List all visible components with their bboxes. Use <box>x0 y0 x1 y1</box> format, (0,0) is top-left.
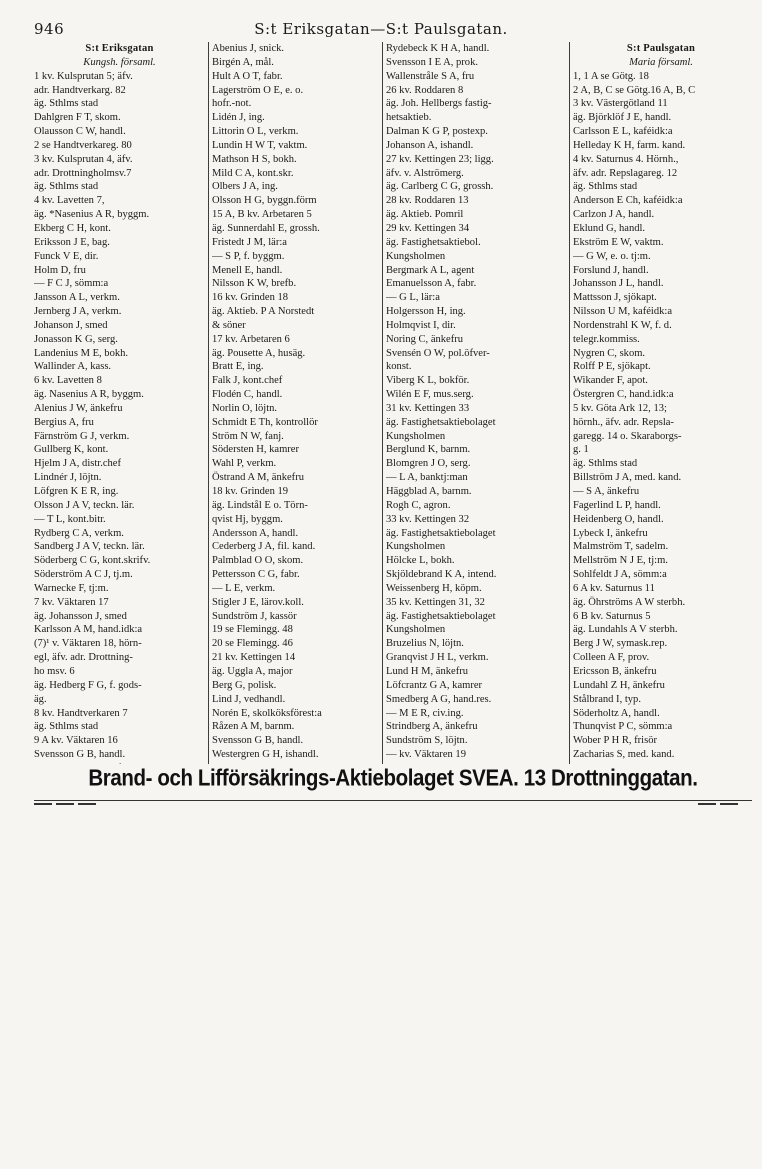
directory-line: — S P, f. byggm. <box>212 250 285 262</box>
directory-line: Viberg K L, bokför. <box>386 375 470 387</box>
page-title: S:t Eriksgatan—S:t Paulsgatan. <box>254 20 508 38</box>
directory-line: Hjelm J A, distr.chef <box>34 458 122 470</box>
directory-line: 16 kv. Grinden 18 <box>212 292 289 304</box>
dash-mark <box>56 803 74 805</box>
directory-line: 8 kv. Handtverkaren 7 <box>34 707 128 719</box>
directory-line: 17 kv. Arbetaren 6 <box>212 333 290 345</box>
directory-line: Lund H M, änkefru <box>386 665 469 677</box>
directory-line: Olsson H G, byggn.förm <box>212 195 317 207</box>
directory-line: Ekberg C H, kont. <box>34 222 111 234</box>
directory-line: Sandberg J A V, teckn. lär. <box>34 541 145 553</box>
directory-line: Colleen A F, prov. <box>573 652 650 664</box>
directory-line: Abenius J, snick. <box>212 43 285 54</box>
directory-line: Svensson G B, handl. <box>212 735 304 747</box>
directory-line: äg. <box>34 693 47 705</box>
directory-line: äg. Nasenius A R, byggm. <box>34 389 144 401</box>
directory-line: S:t Paulsgatan <box>626 43 696 54</box>
directory-line: Billström J A, med. kand. <box>573 472 682 484</box>
directory-line: Söderström A C J, tj.m. <box>34 569 133 581</box>
directory-line: äfv. adr. Repslagareg. 12 <box>573 167 678 179</box>
directory-line: Svensén O W, pol.öfver- <box>386 347 490 359</box>
directory-line: Lundahl Z H, änkefru <box>573 679 665 691</box>
directory-line: Lagerström O E, e. o. <box>212 84 304 96</box>
column-3 <box>382 42 569 764</box>
directory-line: Palmblad O O, skom. <box>212 555 304 567</box>
directory-line: egl, äfv. adr. Drottning- <box>34 652 133 664</box>
dash-mark <box>78 803 96 805</box>
directory-line: Funck V E, dir. <box>34 250 99 262</box>
directory-line: Malmström T, sadelm. <box>573 541 669 553</box>
directory-line: Johanson A, ishandl. <box>386 139 474 151</box>
directory-line: Östergren C, hand.idk:a <box>573 389 674 401</box>
directory-line: 33 kv. Kettingen 32 <box>386 513 470 525</box>
directory-line: Maria församl. <box>629 56 693 68</box>
directory-line <box>386 762 566 764</box>
directory-line: Dalman K G P, postexp. <box>386 126 488 138</box>
directory-line: Fagerlind L P, handl. <box>573 499 661 511</box>
directory-line: 4 kv. Lavetten 7, <box>34 195 105 207</box>
directory-line: äg. Sthlms stad <box>34 98 99 110</box>
directory-line: Mild C A, kont.skr. <box>212 167 294 179</box>
directory-line: 7 kv. Väktaren 17 <box>34 596 109 608</box>
directory-line: Mellström N J E, tj:m. <box>573 555 668 567</box>
directory-line: Rydebeck K H A, handl. <box>386 43 490 54</box>
directory-line: Wikander F, apot. <box>573 375 648 387</box>
directory-line: Kungsholmen <box>386 430 446 442</box>
directory-line: äg. Uggla A, major <box>212 665 293 677</box>
directory-line: Norén E, skolköksförest:a <box>212 707 322 719</box>
directory-line: Bergius A, fru <box>34 416 94 428</box>
directory-line: Wilén E F, mus.serg. <box>386 389 474 401</box>
directory-line: Mattsson J, sjökapt. <box>573 292 657 304</box>
directory-line: äg. Sunnerdahl E, grossh. <box>212 222 320 234</box>
directory-line: Warnecke F, tj:m. <box>34 582 109 594</box>
directory-line: 1 kv. Kulsprutan 5; äfv. <box>34 70 133 82</box>
directory-line: äg. Johansson J, smed <box>34 610 127 622</box>
directory-line: Carlsson E L, kaféidk:a <box>573 126 673 138</box>
directory-line: Häggblad A, barnm. <box>386 486 472 497</box>
directory-line: Berglund K, barnm. <box>386 444 471 456</box>
directory-line: Wallinder A, kass. <box>34 361 112 373</box>
directory-line: 15 A, B kv. Arbetaren 5 <box>212 209 312 221</box>
directory-line: Johanson J, smed <box>34 319 108 331</box>
directory-line: Södersten H, kamrer <box>212 444 299 456</box>
directory-line: äg. Hedberg F G, f. gods- <box>34 679 142 691</box>
directory-line: (7)¹ v. Väktaren 18, hörn- <box>34 638 142 650</box>
directory-line: Zacharias S, med. kand. <box>573 749 675 761</box>
directory-line <box>573 762 749 764</box>
directory-line: 35 kv. Kettingen 31, 32 <box>386 596 485 608</box>
directory-line: 19 se Flemingg. 48 <box>212 624 293 636</box>
directory-line: 9 A kv. Väktaren 16 <box>34 735 118 747</box>
directory-line: Sundström J, kassör <box>212 610 297 622</box>
directory-line: Lybeck I, änkefru <box>573 527 648 539</box>
directory-line: Cederberg J A, fil. kand. <box>212 541 316 553</box>
directory-line: 29 kv. Kettingen 34 <box>386 222 470 234</box>
directory-line: 1, 1 A se Götg. 18 <box>573 70 649 82</box>
directory-line: Forslund J, handl. <box>573 264 649 276</box>
directory-line: & söner <box>212 319 246 331</box>
directory-line: Kungsholmen <box>386 624 446 636</box>
directory-line: Birgén A, mål. <box>212 56 274 68</box>
directory-line: Mathson H S, bokh. <box>212 153 297 165</box>
directory-line: — L E, verkm. <box>212 582 276 594</box>
directory-line: Fristedt J M, lär:a <box>212 236 287 248</box>
directory-line: Karlsson A M, hand.idk:a <box>34 624 143 636</box>
directory-line: äg. Fastighetsaktiebol. <box>386 236 481 248</box>
directory-line: Söderberg C G, kont.skrifv. <box>34 555 151 567</box>
directory-line: Landenius M E, bokh. <box>34 347 129 359</box>
directory-line: äg. *Nasenius A R, byggm. <box>34 209 150 221</box>
directory-line: Johansson J L, handl. <box>573 278 664 290</box>
directory-line: Olausson C W, handl. <box>34 126 126 138</box>
page-number: 946 <box>34 20 65 38</box>
directory-line: äg. Björklöf J E, handl. <box>573 112 672 124</box>
dash-mark <box>720 803 738 805</box>
dash-mark <box>698 803 716 805</box>
divider <box>34 800 752 801</box>
directory-line: Emanuelsson A, fabr. <box>386 278 477 290</box>
directory-line: — G L, lär:a <box>386 292 440 304</box>
directory-line: 20 se Flemingg. 46 <box>212 638 293 650</box>
directory-line: Skjöldebrand K A, intend. <box>386 569 497 581</box>
directory-line: Sundström S, löjtn. <box>386 735 468 747</box>
directory-line: — T L, kont.bitr. <box>34 513 106 525</box>
directory-line: Kungsholmen <box>386 541 446 553</box>
directory-line: garegg. 14 o. Skaraborgs- <box>573 430 682 442</box>
directory-line: Östrand A M, änkefru <box>212 472 304 484</box>
directory-line: Färnström G J, verkm. <box>34 430 130 442</box>
directory-line: 2 A, B, C se Götg.16 A, B, C <box>573 84 696 96</box>
directory-line: — L A, banktj:man <box>386 472 468 484</box>
directory-line: Bruzelius N, löjtn. <box>386 638 464 650</box>
directory-line: Rydberg C A, verkm. <box>34 527 124 539</box>
directory-line: äg. Joh. Hellbergs fastig- <box>386 98 492 110</box>
directory-line: Löfcrantz G A, kamrer <box>386 679 483 691</box>
directory-line: äg. Fastighetsaktiebolaget <box>386 416 496 428</box>
directory-line: 31 kv. Kettingen 33 <box>386 402 470 414</box>
directory-line: Olsson J A V, teckn. lär. <box>34 499 135 511</box>
directory-line: g. 1 <box>573 444 589 456</box>
directory-line: Norlin O, löjtn. <box>212 402 278 414</box>
directory-line: Stigler J E, lärov.koll. <box>212 596 304 608</box>
directory-line: Lundin H W T, vaktm. <box>212 139 308 151</box>
directory-line: Schmidt E Th, kontrollör <box>212 416 318 428</box>
directory-line: Wallenstråle S A, fru <box>386 70 475 82</box>
directory-line: 5 kv. Göta Ark 12, 13; <box>573 402 667 414</box>
directory-line: Dahlgren F T, skom. <box>34 112 121 124</box>
directory-line: Gullberg K, kont. <box>34 444 109 456</box>
directory-line: konst. <box>386 361 412 373</box>
directory-line: äfv. v. Alströmerg. <box>386 167 464 179</box>
directory-line: äg. Sthlms stad <box>34 181 99 193</box>
directory-line: Ericsson B, änkefru <box>573 665 657 677</box>
directory-line: Weissenberg H, köpm. <box>386 582 482 594</box>
directory-line: 27 kv. Kettingen 23; ligg. <box>386 153 494 165</box>
directory-line: Granqvist J H L, verkm. <box>386 652 489 664</box>
directory-line: 21 kv. Kettingen 14 <box>212 652 296 664</box>
directory-line: Råzen A M, barnm. <box>212 721 295 733</box>
directory-line: Löfgren K E R, ing. <box>34 486 119 497</box>
directory-line: Falk J, kont.chef <box>212 375 283 387</box>
directory-line: Westergren G H, ishandl. <box>212 749 319 761</box>
directory-line: ho msv. 6 <box>34 665 75 677</box>
directory-line: Jonasson K G, serg. <box>34 333 118 345</box>
directory-line: 6 A kv. Saturnus 11 <box>573 582 655 594</box>
directory-line: Littorin O L, verkm. <box>212 126 299 138</box>
directory-line: Sohlfeldt J A, sömm:a <box>573 569 667 581</box>
directory-line: 18 kv. Grinden 19 <box>212 486 289 497</box>
directory-line: Berg G, polisk. <box>212 679 277 691</box>
directory-line: 4 kv. Saturnus 4. Hörnh., <box>573 153 679 165</box>
directory-line: Blomgren J O, serg. <box>386 458 471 470</box>
directory-line: 26 kv. Roddaren 8 <box>386 84 464 96</box>
directory-line: Rogh C, agron. <box>386 499 451 511</box>
directory-line: Holmqvist I, dir. <box>386 319 456 331</box>
directory-line: Hölcke L, bokh. <box>386 555 455 567</box>
directory-line: Jansson A L, verkm. <box>34 292 120 304</box>
directory-line: Helleday K H, farm. kand. <box>573 139 686 151</box>
directory-line: äg. Carlberg C G, grossh. <box>386 181 494 193</box>
directory-line: hörnh., äfv. adr. Repsla- <box>573 416 674 428</box>
directory-line: — G W, e. o. tj:m. <box>573 250 651 262</box>
directory-line: Lindnér J, löjtn. <box>34 472 102 484</box>
directory-line: äg. Sthlms stad <box>573 458 638 470</box>
directory-line: Heidenberg O, handl. <box>573 513 664 525</box>
directory-line: — F C J, sömm:a <box>34 278 109 290</box>
directory-line: Rolff P E, sjökapt. <box>573 361 651 373</box>
directory-line: S:t Eriksgatan <box>85 43 154 54</box>
column-4 <box>569 42 752 764</box>
directory-line: Nilsson K W, brefb. <box>212 278 297 290</box>
directory-line: 3 kv. Kulsprutan 4, äfv. <box>34 153 133 165</box>
directory-line <box>34 762 205 764</box>
directory-line: Andersson A, handl. <box>212 527 299 539</box>
directory-line: Svensson I E A, prok. <box>386 56 478 68</box>
directory-line: — M E R, civ.ing. <box>386 707 464 719</box>
directory-line: 6 kv. Lavetten 8 <box>34 375 102 387</box>
directory-line: 2 se Handtverkareg. 80 <box>34 139 132 151</box>
directory-line: Anderson E Ch, kaféidk:a <box>573 195 683 207</box>
directory-line: Wahl P, verkm. <box>212 458 277 470</box>
directory-line: Carlzon J A, handl. <box>573 209 655 221</box>
directory-line: Berg J W, symask.rep. <box>573 638 668 650</box>
directory-line: Strindberg A, änkefru <box>386 721 478 733</box>
directory-line: Holgersson H, ing. <box>386 306 466 318</box>
directory-line: äg. Lundahls A V sterbh. <box>573 624 678 636</box>
directory-line: qvist Hj, byggm. <box>212 513 283 525</box>
directory-line: Lidén J, ing. <box>212 112 265 124</box>
directory-line: Bratt E, ing. <box>212 361 264 373</box>
dash-mark <box>34 803 52 805</box>
directory-line: 3 kv. Västergötland 11 <box>573 98 668 110</box>
directory-line: — kv. Väktaren 19 <box>386 749 466 761</box>
directory-line: Kungsh. församl. <box>83 56 156 68</box>
directory-line <box>212 762 379 764</box>
directory-line: Olbers J A, ing. <box>212 181 278 193</box>
directory-line: adr. Drottningholmsv.7 <box>34 167 132 179</box>
directory-line: Eriksson J E, bag. <box>34 236 110 248</box>
directory-line: äg. Sthlms stad <box>34 721 99 733</box>
column-1 <box>34 42 208 764</box>
directory-line: Holm D, fru <box>34 264 86 276</box>
directory-columns <box>34 42 752 764</box>
directory-line: Lind J, vedhandl. <box>212 693 286 705</box>
directory-line: Stålbrand I, typ. <box>573 693 641 705</box>
directory-line: Menell E, handl. <box>212 264 283 276</box>
directory-line: Ström N W, fanj. <box>212 430 284 442</box>
directory-line: Nilsson U M, kaféidk:a <box>573 306 673 318</box>
directory-line: Thunqvist P C, sömm:a <box>573 721 673 733</box>
directory-line: Pettersson C G, fabr. <box>212 569 300 581</box>
directory-line: hetsaktieb. <box>386 112 432 124</box>
directory-line: adr. Handtverkarg. 82 <box>34 84 126 96</box>
directory-line: Söderholtz A, handl. <box>573 707 660 719</box>
directory-line: Hult A O T, fabr. <box>212 70 283 82</box>
directory-line: äg. Aktieb. Pomril <box>386 209 464 221</box>
directory-line: Nygren C, skom. <box>573 347 646 359</box>
directory-line: Kungsholmen <box>386 250 446 262</box>
column-2 <box>208 42 382 764</box>
directory-line: Ekström E W, vaktm. <box>573 236 664 248</box>
directory-line: Flodén C, handl. <box>212 389 283 401</box>
directory-line: telegr.kommiss. <box>573 333 640 345</box>
directory-line: äg. Aktieb. P A Norstedt <box>212 306 315 318</box>
directory-line: 28 kv. Roddaren 13 <box>386 195 469 207</box>
directory-line: Bergmark A L, agent <box>386 264 475 276</box>
directory-line: Svensson G B, handl. <box>34 749 126 761</box>
directory-line: Wober P H R, frisör <box>573 735 658 747</box>
directory-line: Noring C, änkefru <box>386 333 464 345</box>
directory-line: — S A, änkefru <box>573 486 640 497</box>
directory-line: Jernberg J A, verkm. <box>34 306 122 318</box>
directory-line: äg. Sthlms stad <box>573 181 638 193</box>
directory-line: äg. Fastighetsaktiebolaget <box>386 527 496 539</box>
directory-line: Eklund G, handl. <box>573 222 646 234</box>
directory-line: Nordenstrahl K W, f. d. <box>573 319 672 331</box>
directory-line: äg. Lindstål E o. Törn- <box>212 499 308 511</box>
directory-line: äg. Öhrströms A W sterbh. <box>573 596 686 608</box>
directory-line: 6 B kv. Saturnus 5 <box>573 610 651 622</box>
directory-line: Smedberg A G, hand.res. <box>386 693 492 705</box>
directory-line: hofr.-not. <box>212 98 252 110</box>
directory-line: äg. Fastighetsaktiebolaget <box>386 610 496 622</box>
directory-line: äg. Pousette A, husäg. <box>212 347 306 359</box>
advertisement-banner: Brand- och Lifförsäkrings-Aktiebolaget SVEA. 13 Drottninggatan. <box>88 765 698 792</box>
directory-line: Alenius J W, änkefru <box>34 402 123 414</box>
